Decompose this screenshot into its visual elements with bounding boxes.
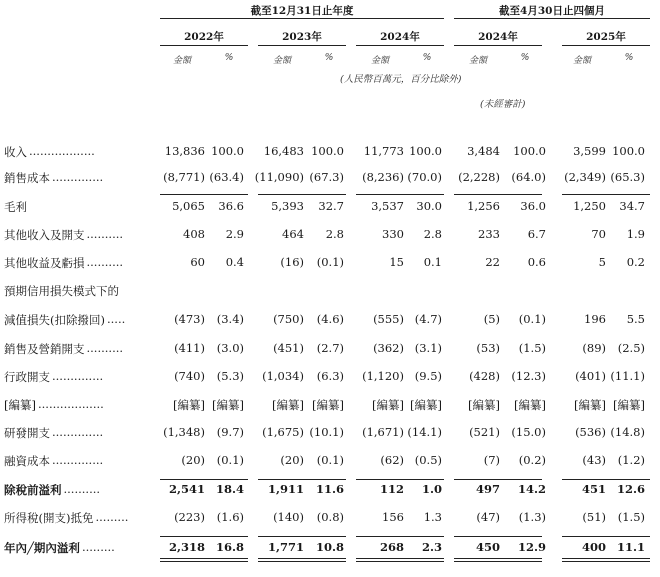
cell-2023-pct: (67.3) <box>309 170 344 184</box>
cell-2024-amount: 156 <box>382 510 404 524</box>
cell-2024-4m-pct: 6.7 <box>527 227 546 241</box>
cell-2022-pct: 0.4 <box>225 255 244 269</box>
period-header-fiscal-year: 截至12月31日止年度 <box>250 5 354 17</box>
cell-2022-pct: 18.4 <box>215 482 244 496</box>
cell-2025-4m-amount: 400 <box>581 540 606 554</box>
row-label: 除稅前溢利 <box>4 483 62 497</box>
cell-2023-pct: (0.1) <box>316 453 344 467</box>
row-label: 銷售及營銷開支 <box>4 342 85 356</box>
cell-2023-pct: 11.6 <box>315 482 344 496</box>
cell-2024-4m-amount: 1,256 <box>467 199 500 213</box>
cell-2023-pct: (10.1) <box>309 425 344 439</box>
subtotal-rule <box>160 194 248 195</box>
cell-2024-pct: 1.0 <box>421 482 442 496</box>
cell-2024-4m-amount: 497 <box>475 482 500 496</box>
cell-2022-pct: [編纂] <box>212 398 244 412</box>
cell-2024-pct: 30.0 <box>416 199 442 213</box>
row-label: [編纂] <box>4 398 36 412</box>
subtotal-rule <box>356 194 444 195</box>
cell-2024-pct: (14.1) <box>407 425 442 439</box>
cell-2022-pct: (3.4) <box>216 312 244 326</box>
cell-2025-4m-pct: (65.3) <box>610 170 645 184</box>
cell-2024-amount: 3,537 <box>371 199 404 213</box>
subtotal-rule <box>356 479 444 480</box>
cell-2024-pct: 2.3 <box>421 540 442 554</box>
cell-2024-amount: 11,773 <box>363 144 404 158</box>
cell-2024-4m-amount: (521) <box>469 425 500 439</box>
row-label: 所得稅(開支)抵免 <box>4 511 94 525</box>
cell-2022-amount: (8,771) <box>163 170 205 184</box>
cell-2025-4m-amount: (536) <box>575 425 606 439</box>
cell-2025-4m-amount: 70 <box>591 227 606 241</box>
unaudited-note: (未經審計) <box>480 99 526 110</box>
row-label: 毛利 <box>4 200 27 214</box>
total-rule <box>356 536 444 537</box>
row-leader-dots: .......... <box>86 227 124 241</box>
row-label: 收入 <box>4 145 27 159</box>
cell-2023-pct: (2.7) <box>316 341 344 355</box>
cell-2022-amount: 2,318 <box>168 540 205 554</box>
cell-2025-4m-pct: 5.5 <box>626 312 645 326</box>
cell-2023-amount: (20) <box>280 453 304 467</box>
cell-2024-amount: 268 <box>379 540 404 554</box>
cell-2025-4m-amount: 1,250 <box>573 199 606 213</box>
cell-2025-4m-amount: (43) <box>582 453 606 467</box>
row-leader-dots: .......... <box>86 341 124 355</box>
cell-2024-4m-amount: 3,484 <box>467 144 500 158</box>
cell-2023-pct: 10.8 <box>315 540 344 554</box>
row-label: 其他收益及虧損 <box>4 256 85 270</box>
col-header-amount: 金額 <box>370 56 389 66</box>
cell-2022-amount: [編纂] <box>173 398 205 412</box>
cell-2025-4m-amount: 196 <box>584 312 606 326</box>
cell-2024-amount: 15 <box>389 255 404 269</box>
cell-2024-pct: [編纂] <box>410 398 442 412</box>
cell-2024-4m-amount: (47) <box>476 510 500 524</box>
cell-2023-amount: (11,090) <box>254 170 304 184</box>
cell-2025-4m-pct: 100.0 <box>612 144 645 158</box>
cell-2025-4m-pct: 1.9 <box>626 227 645 241</box>
subtotal-rule <box>160 479 248 480</box>
cell-2025-4m-pct: (1.5) <box>617 510 645 524</box>
total-rule <box>160 536 248 537</box>
cell-2023-amount: (451) <box>273 341 304 355</box>
subtotal-rule <box>258 194 346 195</box>
cell-2022-amount: (473) <box>174 312 205 326</box>
cell-2022-amount: 5,065 <box>172 199 205 213</box>
row-label: 融資成本 <box>4 454 50 468</box>
cell-2025-4m-amount: [編纂] <box>574 398 606 412</box>
cell-2022-amount: (411) <box>174 341 205 355</box>
cell-2024-amount: 112 <box>379 482 404 496</box>
cell-2024-4m-amount: 22 <box>485 255 500 269</box>
col-header-pct: % <box>422 53 432 63</box>
year-header-2024-fy: 2024年 <box>380 31 420 43</box>
year-rule-2024-4m <box>454 45 542 46</box>
cell-2024-4m-pct: (12.3) <box>511 369 546 383</box>
row-leader-dots: ..... <box>106 312 126 326</box>
cell-2025-4m-amount: 5 <box>598 255 606 269</box>
row-leader-dots: .......... <box>63 482 101 496</box>
cell-2024-amount: (8,236) <box>362 170 404 184</box>
cell-2023-amount: 5,393 <box>271 199 304 213</box>
col-header-pct: % <box>520 53 530 63</box>
cell-2022-pct: (3.0) <box>216 341 244 355</box>
cell-2023-amount: (16) <box>280 255 304 269</box>
unit-note: (人民幣百萬元，百分比除外) <box>340 74 462 85</box>
col-header-pct: % <box>624 53 634 63</box>
subtotal-rule <box>454 194 542 195</box>
cell-2024-amount: (362) <box>373 341 404 355</box>
cell-2023-amount: [編纂] <box>272 398 304 412</box>
cell-2022-pct: (1.6) <box>216 510 244 524</box>
total-rule <box>562 536 650 537</box>
cell-2023-amount: 464 <box>282 227 304 241</box>
cell-2022-pct: 100.0 <box>211 144 244 158</box>
cell-2024-4m-pct: 14.2 <box>517 482 546 496</box>
cell-2025-4m-pct: (1.2) <box>617 453 645 467</box>
cell-2023-amount: 16,483 <box>263 144 304 158</box>
total-double-rule <box>562 558 650 562</box>
cell-2022-amount: (20) <box>181 453 205 467</box>
cell-2025-4m-pct: [編纂] <box>613 398 645 412</box>
period-header-four-months: 截至4月30日止四個月 <box>499 5 605 17</box>
row-leader-dots: .............. <box>52 453 104 467</box>
subtotal-rule <box>258 479 346 480</box>
total-rule <box>258 536 346 537</box>
cell-2023-amount: (1,675) <box>262 425 304 439</box>
year-rule-2022 <box>160 45 248 46</box>
cell-2024-pct: (4.7) <box>414 312 442 326</box>
year-header-2024-4m: 2024年 <box>478 31 518 43</box>
year-rule-2024-fy <box>356 45 444 46</box>
col-header-pct: % <box>324 53 334 63</box>
row-label: 其他收入及開支 <box>4 228 85 242</box>
cell-2024-4m-amount: 233 <box>478 227 500 241</box>
cell-2025-4m-pct: (14.8) <box>610 425 645 439</box>
cell-2023-amount: (140) <box>273 510 304 524</box>
cell-2025-4m-pct: 12.6 <box>616 482 645 496</box>
cell-2024-amount: (1,671) <box>362 425 404 439</box>
cell-2022-pct: (5.3) <box>216 369 244 383</box>
cell-2024-pct: (70.0) <box>407 170 442 184</box>
row-label: 銷售成本 <box>4 171 50 185</box>
col-header-amount: 金額 <box>468 56 487 66</box>
cell-2022-amount: 2,541 <box>168 482 205 496</box>
row-leader-dots: .............. <box>52 170 104 184</box>
cell-2025-4m-amount: 451 <box>581 482 606 496</box>
cell-2022-amount: (1,348) <box>163 425 205 439</box>
cell-2025-4m-amount: (51) <box>582 510 606 524</box>
cell-2025-4m-amount: (401) <box>575 369 606 383</box>
col-header-amount: 金額 <box>172 56 191 66</box>
cell-2023-amount: 1,771 <box>267 540 304 554</box>
col-header-amount: 金額 <box>272 56 291 66</box>
cell-2022-pct: 36.6 <box>218 199 244 213</box>
cell-2024-4m-pct: (0.1) <box>518 312 546 326</box>
cell-2023-pct: [編纂] <box>312 398 344 412</box>
year-rule-2023 <box>258 45 346 46</box>
cell-2025-4m-pct: 11.1 <box>616 540 645 554</box>
year-header-2023: 2023年 <box>282 31 322 43</box>
row-leader-dots: .......... <box>86 255 124 269</box>
cell-2024-amount: (1,120) <box>362 369 404 383</box>
cell-2023-amount: 1,911 <box>267 482 304 496</box>
col-header-amount: 金額 <box>572 56 591 66</box>
row-leader-dots: .................. <box>37 397 104 411</box>
total-double-rule <box>454 558 542 562</box>
cell-2024-4m-pct: (0.2) <box>518 453 546 467</box>
cell-2024-4m-amount: (2,228) <box>458 170 500 184</box>
cell-2024-4m-amount: 450 <box>475 540 500 554</box>
cell-2025-4m-amount: (89) <box>582 341 606 355</box>
subtotal-rule <box>454 479 542 480</box>
cell-2024-pct: 2.8 <box>423 227 442 241</box>
cell-2024-4m-pct: [編纂] <box>514 398 546 412</box>
period-header-four-months-rule <box>454 18 650 19</box>
cell-2024-amount: (62) <box>380 453 404 467</box>
year-rule-2025-4m <box>562 45 650 46</box>
row-label: 行政開支 <box>4 370 50 384</box>
row-leader-dots: ......... <box>81 540 115 554</box>
cell-2022-amount: 13,836 <box>164 144 205 158</box>
cell-2024-4m-pct: (15.0) <box>511 425 546 439</box>
cell-2023-pct: (0.8) <box>316 510 344 524</box>
cell-2024-4m-amount: (5) <box>483 312 500 326</box>
total-double-rule <box>258 558 346 562</box>
cell-2024-4m-amount: (53) <box>476 341 500 355</box>
cell-2024-4m-pct: (1.5) <box>518 341 546 355</box>
row-label: 減值損失(扣除撥回) <box>4 313 105 327</box>
cell-2024-4m-pct: (64.0) <box>511 170 546 184</box>
cell-2022-pct: (9.7) <box>216 425 244 439</box>
cell-2024-4m-pct: (1.3) <box>518 510 546 524</box>
cell-2024-4m-pct: 12.9 <box>517 540 546 554</box>
cell-2024-pct: 0.1 <box>423 255 442 269</box>
cell-2024-pct: (9.5) <box>414 369 442 383</box>
subtotal-rule <box>562 479 650 480</box>
year-header-2022: 2022年 <box>184 31 224 43</box>
cell-2023-pct: (6.3) <box>316 369 344 383</box>
cell-2023-pct: 100.0 <box>311 144 344 158</box>
cell-2024-4m-pct: 100.0 <box>513 144 546 158</box>
cell-2023-pct: 2.8 <box>325 227 344 241</box>
cell-2025-4m-pct: (11.1) <box>610 369 645 383</box>
cell-2024-amount: 330 <box>382 227 404 241</box>
year-header-2025-4m: 2025年 <box>586 31 626 43</box>
total-double-rule <box>160 558 248 562</box>
cell-2023-pct: (0.1) <box>316 255 344 269</box>
cell-2024-4m-amount: [編纂] <box>468 398 500 412</box>
cell-2022-pct: (0.1) <box>216 453 244 467</box>
cell-2022-amount: 408 <box>183 227 205 241</box>
cell-2025-4m-pct: (2.5) <box>617 341 645 355</box>
cell-2024-pct: (3.1) <box>414 341 442 355</box>
total-rule <box>454 536 542 537</box>
cell-2024-4m-pct: 0.6 <box>527 255 546 269</box>
row-label: 研發開支 <box>4 426 50 440</box>
cell-2023-pct: 32.7 <box>318 199 344 213</box>
cell-2024-4m-amount: (428) <box>469 369 500 383</box>
cell-2023-amount: (750) <box>273 312 304 326</box>
period-header-fiscal-year-rule <box>160 18 444 19</box>
cell-2022-pct: 2.9 <box>225 227 244 241</box>
cell-2024-pct: (0.5) <box>414 453 442 467</box>
row-leader-dots: .............. <box>52 369 104 383</box>
cell-2022-amount: (740) <box>174 369 205 383</box>
cell-2025-4m-pct: 34.7 <box>619 199 645 213</box>
cell-2025-4m-amount: (2,349) <box>564 170 606 184</box>
cell-2025-4m-amount: 3,599 <box>573 144 606 158</box>
cell-2024-pct: 100.0 <box>409 144 442 158</box>
cell-2022-amount: 60 <box>190 255 205 269</box>
cell-2023-pct: (4.6) <box>316 312 344 326</box>
cell-2023-amount: (1,034) <box>262 369 304 383</box>
cell-2024-amount: [編纂] <box>372 398 404 412</box>
cell-2022-pct: 16.8 <box>215 540 244 554</box>
subtotal-rule <box>562 194 650 195</box>
total-double-rule <box>356 558 444 562</box>
cell-2022-pct: (63.4) <box>209 170 244 184</box>
cell-2024-amount: (555) <box>373 312 404 326</box>
cell-2024-4m-amount: (7) <box>483 453 500 467</box>
cell-2024-pct: 1.3 <box>423 510 442 524</box>
cell-2025-4m-pct: 0.2 <box>626 255 645 269</box>
row-leader-dots: ......... <box>95 510 129 524</box>
col-header-pct: % <box>224 53 234 63</box>
row-label: 預期信用損失模式下的 <box>4 284 119 298</box>
row-leader-dots: .................. <box>29 144 95 158</box>
cell-2024-4m-pct: 36.0 <box>520 199 546 213</box>
row-leader-dots: .............. <box>52 425 104 439</box>
cell-2022-amount: (223) <box>174 510 205 524</box>
row-label: 年內╱期內溢利 <box>4 541 80 555</box>
